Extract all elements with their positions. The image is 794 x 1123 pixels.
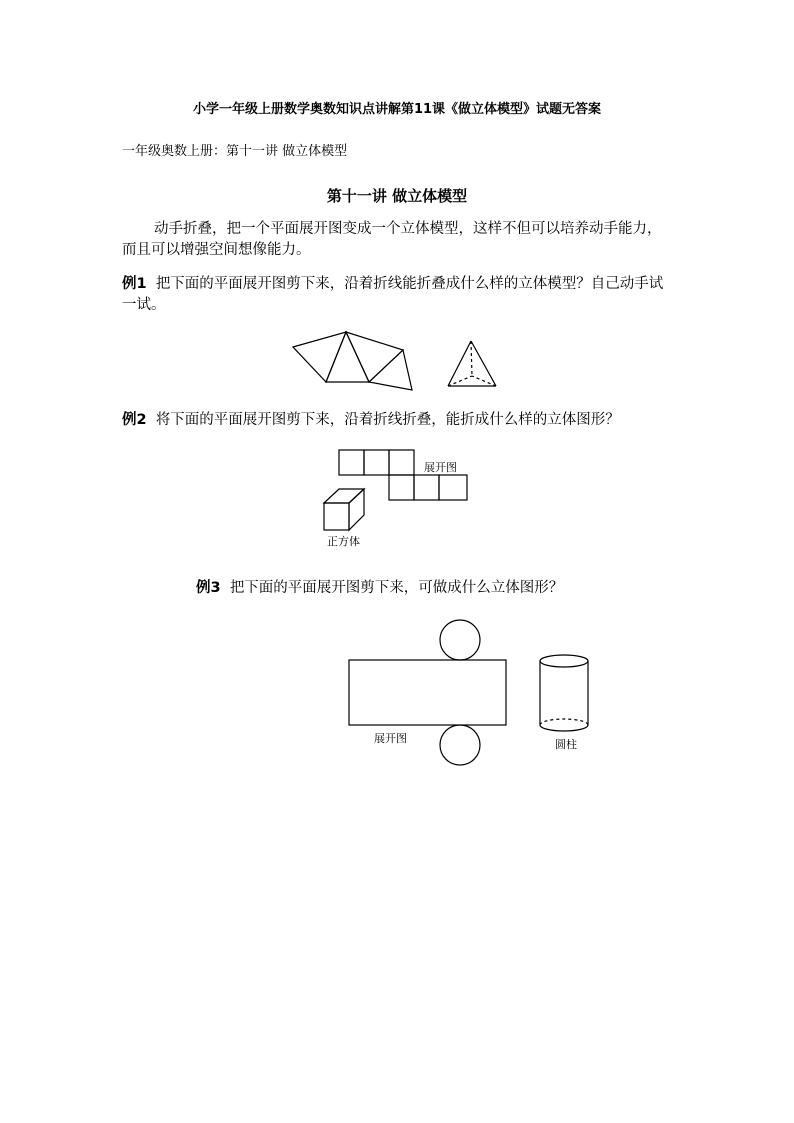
cylinder-net xyxy=(349,620,506,765)
example-2-label: 例2 xyxy=(122,412,147,428)
cube-net xyxy=(339,450,467,500)
lesson-title: 第十一讲 做立体模型 xyxy=(326,187,468,205)
document-subtitle: 一年级奥数上册：第十一讲 做立体模型 xyxy=(122,144,348,159)
net-face-center xyxy=(326,332,369,382)
cylinder xyxy=(540,655,588,731)
top-circle xyxy=(440,620,480,660)
example-3-solid-label: 圆柱 xyxy=(555,738,577,751)
example-2 xyxy=(122,410,682,431)
example-2-text: 将下面的平面展开图剪下来，沿着折线折叠，能折成什么样的立体图形？ xyxy=(155,412,620,428)
example-3-net-label: 展开图 xyxy=(374,732,407,745)
tetrahedron xyxy=(448,341,496,386)
triangular-net xyxy=(293,332,412,390)
example-1-label: 例1 xyxy=(122,276,147,292)
net-face-bottom xyxy=(369,350,412,390)
example-3-text: 把下面的平面展开图剪下来，可做成什么立体图形？ xyxy=(229,580,564,596)
example-2-solid-label: 正方体 xyxy=(327,535,360,548)
intro-paragraph: 动手折叠，把一个平面展开图变成一个立体模型，这样不但可以培养动手能力，而且可以增强空间想像能力。 xyxy=(122,221,662,258)
lateral-rectangle xyxy=(349,660,506,725)
net-face-left xyxy=(293,332,346,382)
bottom-circle xyxy=(440,725,480,765)
example-3 xyxy=(196,578,676,599)
example-1-text: 把下面的平面展开图剪下来，沿着折线能折叠成什么样的立体模型？自己动手试一试。 xyxy=(122,276,664,313)
net-face-right xyxy=(346,332,403,382)
example-3-label: 例3 xyxy=(196,580,221,596)
example-2-net-label: 展开图 xyxy=(424,461,457,474)
document-title: 小学一年级上册数学奥数知识点讲解第11课《做立体模型》试题无答案 xyxy=(192,102,602,117)
cube xyxy=(324,489,364,530)
